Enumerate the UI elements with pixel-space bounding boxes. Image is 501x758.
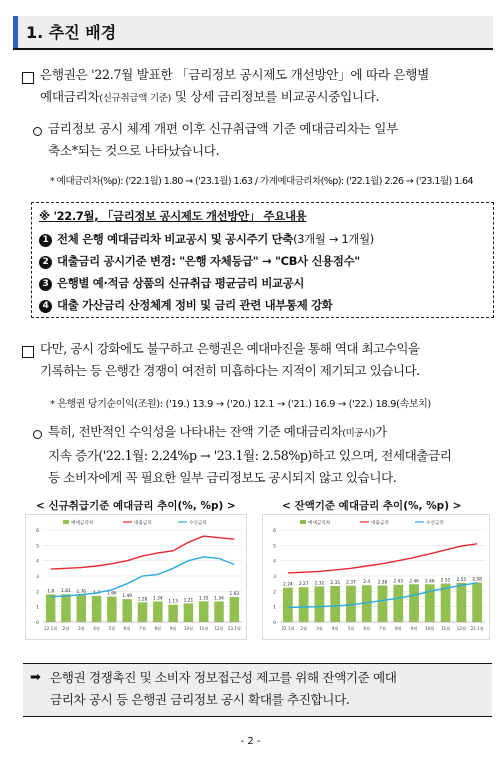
notice-item-2 (39, 253, 360, 269)
notice-item-4 (39, 297, 333, 313)
bar-value-label: 1.35 (198, 596, 209, 602)
bar (107, 597, 116, 622)
footnote-rate-gap: * 예대금리차(%p): ('22.1월) 1.80 → ('23.1월) 1.63 / 가계예대금리차(%p): ('22.1월) 2.26 → ('23.1월) 1.64 (50, 176, 474, 187)
paragraph-3-line-2: 기록하는 등 은행간 경쟁이 여전히 미흡하다는 지적이 제기되고 있습니다. (40, 363, 420, 378)
paragraph-2 (48, 118, 398, 162)
bar (122, 599, 131, 622)
x-tick-label: 8월 (394, 626, 402, 631)
bar-value-label: 2.4 (363, 580, 371, 586)
x-tick-label: 2월 (300, 626, 307, 631)
legend-label: 대출금리 (134, 521, 152, 526)
p1-term: 예대금리차 (40, 89, 100, 104)
bar-value-label: 2.51 (440, 578, 451, 584)
conclusion-line-2: 금리차 공시 등 은행권 금리정보 공시 확대를 추진합니다. (50, 692, 350, 707)
notice-item-1-tail: (3개월 → 1개월) (293, 232, 374, 246)
legend-swatch-bar (63, 520, 69, 524)
chart-balance (262, 514, 490, 640)
number-badge-3: 3 (39, 278, 52, 291)
number-badge-4: 4 (39, 300, 52, 313)
bar-value-label: 1.34 (214, 596, 224, 602)
section-heading: 1. 추진 배경 (26, 23, 117, 42)
number-badge-2: 2 (39, 256, 52, 269)
p4-line1-note: (미공시) (342, 428, 376, 439)
paragraph-1-line-2 (40, 86, 429, 110)
square-bullet-icon (22, 72, 34, 84)
paragraph-4 (48, 421, 451, 489)
x-tick-label: 10월 (425, 626, 435, 631)
conclusion-line-1: 은행권 경쟁촉진 및 소비자 정보접근성 제고를 위해 잔액기준 예대 (50, 670, 397, 685)
x-tick-label: 22.1월 (44, 626, 58, 631)
x-tick-label: 3월 (77, 626, 85, 631)
paragraph-4-line-2: 지속 증가('22.1월: 2.24%p → '23.1월: 2.58%p)하고 있으며, 전세대출금리 (48, 448, 452, 463)
bar (393, 585, 403, 622)
paragraph-2-line-2: 축소*되는 것으로 나타났습니다. (48, 143, 220, 158)
x-tick-label: 23.1월 (227, 626, 241, 631)
bar-value-label: 2.37 (346, 580, 356, 586)
x-tick-label: 11월 (440, 626, 451, 631)
bar (184, 603, 193, 622)
bar-value-label: 1.34 (153, 596, 163, 602)
paragraph-4-line-3: 등 소비자에게 꼭 필요한 일부 금리정보도 공시되지 않고 있습니다. (48, 470, 397, 485)
chart-frame (263, 515, 490, 640)
y-tick-label: 3 (273, 575, 276, 580)
notice-item-3-text: 은행별 예·적금 상품의 신규취급 평균금리 비교공시 (57, 276, 305, 290)
bar (199, 601, 208, 622)
paragraph-1-line-1: 은행권은 '22.7월 발표한 「금리정보 공시제도 개선방안」에 따라 은행별 (40, 67, 430, 82)
bar (77, 595, 86, 622)
notice-item-3 (39, 275, 304, 291)
x-tick-label: 7월 (379, 626, 386, 631)
bar (230, 597, 239, 622)
bar (456, 583, 466, 622)
circle-bullet-icon (33, 127, 42, 136)
bar-value-label: 1.49 (122, 594, 132, 600)
y-tick-label: 4 (273, 559, 276, 565)
bar-value-label: 2.24 (283, 582, 293, 588)
bar-value-label: 1.21 (183, 598, 194, 604)
bar (378, 586, 388, 622)
arrow-right-icon: ➡ (30, 670, 41, 685)
bar (138, 602, 147, 622)
notice-title: ※ '22.7월, 「금리정보 공시제도 개선방안」 주요내용 (39, 209, 307, 223)
x-tick-label: 3월 (316, 626, 323, 631)
paragraph-1 (40, 64, 429, 110)
y-tick-label: 4 (36, 559, 39, 565)
x-tick-label: 9월 (169, 626, 177, 631)
x-tick-label: 23.1월 (470, 626, 484, 631)
y-tick-label: 3 (36, 575, 39, 580)
bar (214, 601, 223, 622)
y-tick-label: 6 (36, 529, 39, 534)
legend-swatch-bar (300, 520, 306, 524)
bar-value-label: 1.13 (168, 599, 178, 605)
square-bullet-icon (22, 346, 34, 358)
y-tick-label: 6 (273, 529, 276, 534)
chart-1-title: < 신규취급기준 예대금리 추이(%, %p) > (36, 500, 236, 512)
conclusion-text (50, 667, 397, 711)
y-tick-label: 0 (36, 621, 39, 626)
chart-2-title: < 잔액기준 예대금리 추이(%, %p) > (282, 500, 462, 512)
bar-value-label: 1.7 (93, 590, 100, 596)
notice-item-1-text: 전체 은행 예대금리차 비교공시 및 공시주기 단축 (57, 232, 294, 246)
y-tick-label: 1 (273, 605, 276, 611)
x-tick-label: 2월 (62, 626, 70, 631)
bar-value-label: 2.32 (314, 581, 325, 587)
legend-label: 예대금리차 (308, 521, 331, 526)
bar-value-label: 2.35 (330, 580, 340, 586)
notice-item-2-text: 대출금리 공시기준 변경: "은행 자체등급" → "CB사 신용점수" (57, 254, 360, 268)
x-tick-label: 5월 (108, 626, 116, 631)
x-tick-label: 6월 (123, 626, 131, 631)
bar-value-label: 2.27 (298, 582, 309, 588)
x-tick-label: 7월 (139, 626, 146, 631)
chart-frame (26, 515, 247, 640)
bar-value-label: 1.28 (137, 597, 148, 603)
bar (61, 594, 70, 622)
y-tick-label: 1 (36, 605, 39, 611)
p1-line2-rest: 및 상세 금리정보를 비교공시중입니다. (171, 89, 380, 104)
p1-term-note: (신규취급액 기준) (99, 93, 171, 104)
x-tick-label: 6월 (363, 626, 371, 631)
legend-label: 수신금리 (426, 521, 444, 526)
bar-value-label: 2.38 (377, 580, 388, 586)
x-tick-label: 4월 (93, 626, 100, 631)
bar-value-label: 2.46 (425, 579, 435, 585)
bar-value-label: 1.66 (107, 591, 117, 597)
bar-value-label: 2.46 (409, 579, 419, 585)
bar (153, 601, 162, 622)
bar (330, 586, 340, 622)
number-badge-1: 1 (39, 234, 52, 247)
bar (168, 605, 177, 622)
x-tick-label: 11월 (199, 626, 209, 631)
footnote-net-income: * 은행권 당기순이익(조원): ('19.) 13.9 → ('20.) 12.1 → ('21.) 16.9 → ('22.) 18.9(속보치) (50, 399, 431, 410)
paragraph-3-line-1: 다만, 공시 강화에도 불구하고 은행권은 예대마진을 통해 역대 최고수익을 (40, 341, 420, 356)
x-tick-label: 4월 (331, 626, 339, 631)
x-tick-label: 9월 (410, 626, 418, 631)
chart-new-loans (25, 514, 247, 640)
paragraph-2-line-1: 금리정보 공시 체계 개편 이후 신규취급액 기준 예대금리차는 일부 (48, 121, 398, 136)
bar (472, 582, 482, 622)
bar-value-label: 2.58 (472, 577, 482, 583)
x-tick-label: 8월 (154, 626, 162, 631)
legend-label: 예대금리차 (71, 521, 94, 526)
p4-line1-c: 가 (375, 424, 387, 439)
bar (92, 596, 101, 622)
page-number: - 2 - (240, 736, 261, 747)
circle-bullet-icon (33, 430, 42, 439)
bar-value-label: 1.76 (76, 590, 87, 596)
bar-value-label: 2.55 (456, 577, 467, 583)
legend-label: 대출금리 (371, 521, 389, 526)
bar (283, 588, 293, 622)
bar (299, 587, 309, 622)
x-tick-label: 5월 (347, 626, 355, 631)
heading-accent-bar (13, 16, 18, 48)
x-tick-label: 22.1월 (281, 626, 295, 631)
y-tick-label: 0 (273, 621, 276, 626)
y-tick-label: 2 (273, 590, 276, 596)
p4-line1-a: 특히, 전반적인 수익성을 나타내는 잔액 기준 예대금리차 (48, 424, 343, 439)
paragraph-4-line-1 (48, 421, 451, 445)
y-tick-label: 5 (36, 544, 39, 550)
bar (315, 586, 325, 622)
bar (409, 584, 419, 622)
bar-value-label: 1.63 (229, 592, 240, 598)
x-tick-label: 10월 (183, 626, 194, 631)
bar-value-label: 1.81 (61, 589, 71, 595)
notice-item-4-text: 대출 가산금리 산정체계 정비 및 금리 관련 내부통제 강화 (57, 298, 333, 312)
paragraph-3 (40, 338, 420, 382)
y-tick-label: 2 (36, 590, 39, 596)
y-tick-label: 5 (273, 544, 276, 550)
bar-value-label: 1.8 (47, 589, 55, 595)
bar (46, 594, 55, 622)
x-tick-label: 12월 (456, 626, 466, 631)
legend-label: 수신금리 (189, 521, 207, 526)
notice-item-1 (39, 231, 374, 247)
x-tick-label: 12월 (214, 626, 224, 631)
bar-value-label: 2.43 (393, 579, 404, 585)
